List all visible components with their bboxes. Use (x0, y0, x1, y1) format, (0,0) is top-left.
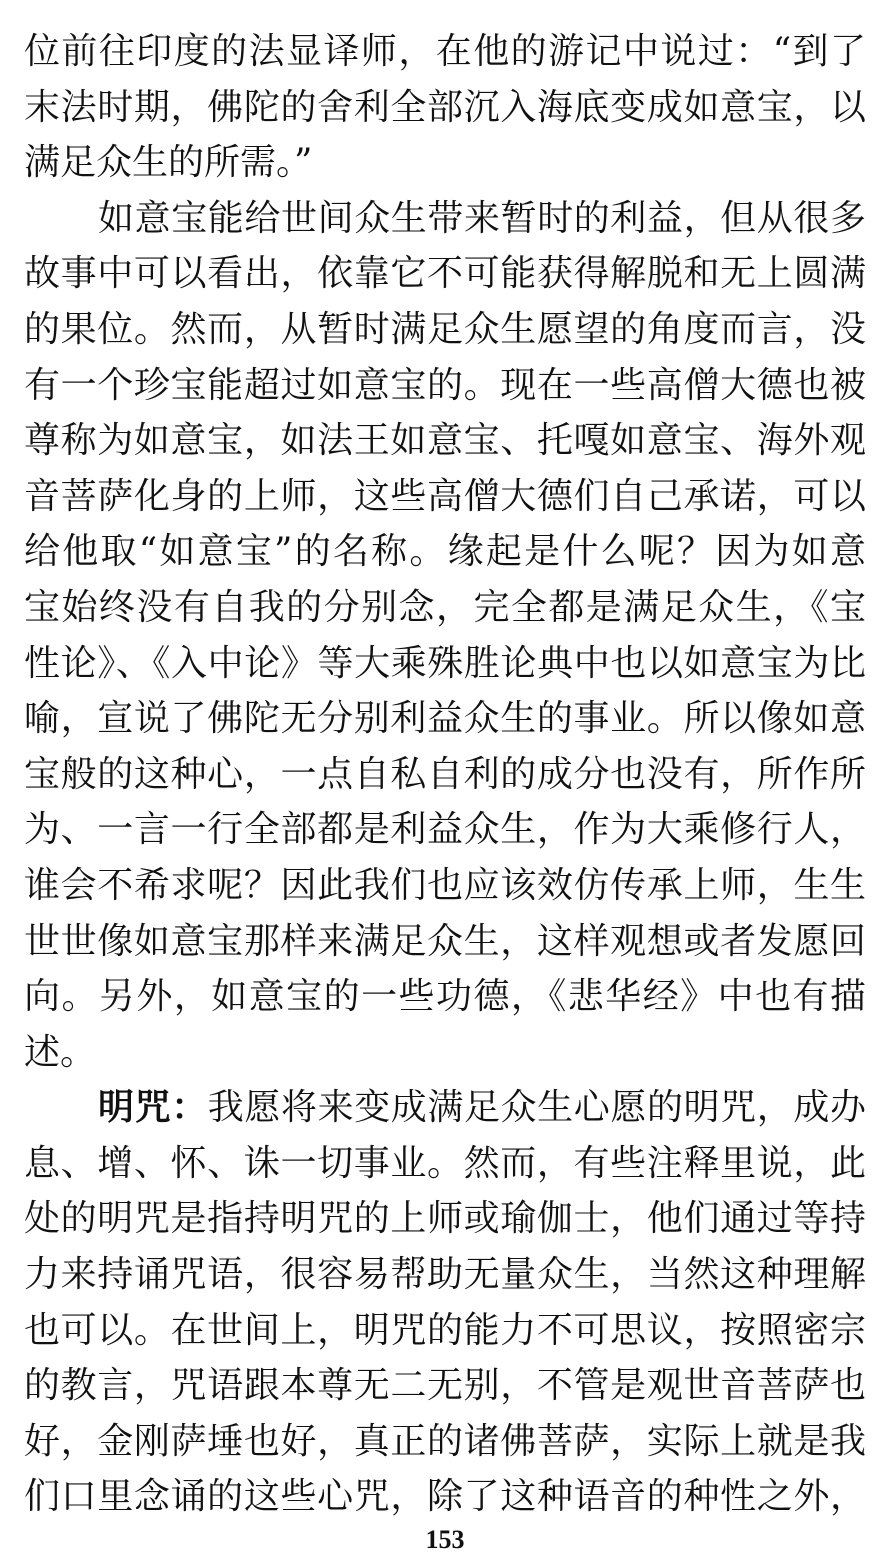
text-line: 宝般的这种心，一点自私自利的成分也没有，所作所 (24, 753, 866, 795)
text-line: 位前往印度的法显译师，在他的游记中说过：“到了 (24, 31, 866, 72)
text-line: 末法时期，佛陀的舍利全部沉入海底变成如意宝，以 (24, 86, 866, 128)
page-number: 153 (425, 1525, 465, 1554)
paragraph-3 (24, 1080, 866, 1525)
text-line: 给他取“如意宝”的名称。缘起是什么呢？因为如意 (24, 531, 866, 573)
text-line: 故事中可以看出，依靠它不可能获得解脱和无上圆满 (24, 253, 866, 295)
text-line: 宝始终没有自我的分别念，完全都是满足众生，《宝 (24, 586, 866, 628)
text-line: 力来持诵咒语，很容易帮助无量众生，当然这种理解 (24, 1254, 866, 1296)
text-line: 满足众生的所需。” (24, 142, 313, 184)
body-text (24, 24, 866, 1525)
text-line: 述。 (24, 1031, 97, 1073)
text-line: 处的明咒是指持明咒的上师或瑜伽士，他们通过等持 (24, 1198, 866, 1240)
text-line: 如意宝能给世间众生带来暂时的利益，但从很多 (98, 197, 866, 239)
text-line: 向。另外，如意宝的一些功德，《悲华经》中也有描 (24, 976, 866, 1018)
text-line: 为、一言一行全部都是利益众生，作为大乘修行人， (24, 809, 866, 851)
text-line: 好，金刚萨埵也好，真正的诸佛菩萨，实际上就是我 (24, 1420, 866, 1462)
text-line: 性论》、《入中论》等大乘殊胜论典中也以如意宝为比 (24, 642, 866, 684)
term-description: 我愿将来变成满足众生心愿的明咒，成办 (207, 1087, 866, 1129)
paragraph-1 (24, 24, 866, 191)
text-line: 谁会不希求呢？因此我们也应该效仿传承上师，生生 (24, 864, 866, 906)
term-heading: 明咒： (98, 1086, 208, 1129)
text-line: 有一个珍宝能超过如意宝的。现在一些高僧大德也被 (24, 364, 866, 406)
text-line (24, 1080, 866, 1136)
text-line: 息、增、怀、诛一切事业。然而，有些注释里说，此 (24, 1142, 866, 1184)
text-line: 喻，宣说了佛陀无分别利益众生的事业。所以像如意 (24, 698, 866, 740)
text-line: 们口里念诵的这些心咒，除了这种语音的种性之外， (24, 1476, 866, 1518)
text-line: 尊称为如意宝，如法王如意宝、托嘎如意宝、海外观 (24, 420, 866, 462)
text-line: 世世像如意宝那样来满足众生，这样观想或者发愿回 (24, 920, 866, 962)
text-line: 也可以。在世间上，明咒的能力不可思议，按照密宗 (24, 1309, 866, 1351)
text-line: 的教言，咒语跟本尊无二无别，不管是观世音菩萨也 (24, 1365, 866, 1407)
text-line: 音菩萨化身的上师，这些高僧大德们自己承诺，可以 (24, 475, 866, 517)
text-line: 的果位。然而，从暂时满足众生愿望的角度而言，没 (24, 308, 866, 350)
paragraph-2 (24, 191, 866, 1081)
